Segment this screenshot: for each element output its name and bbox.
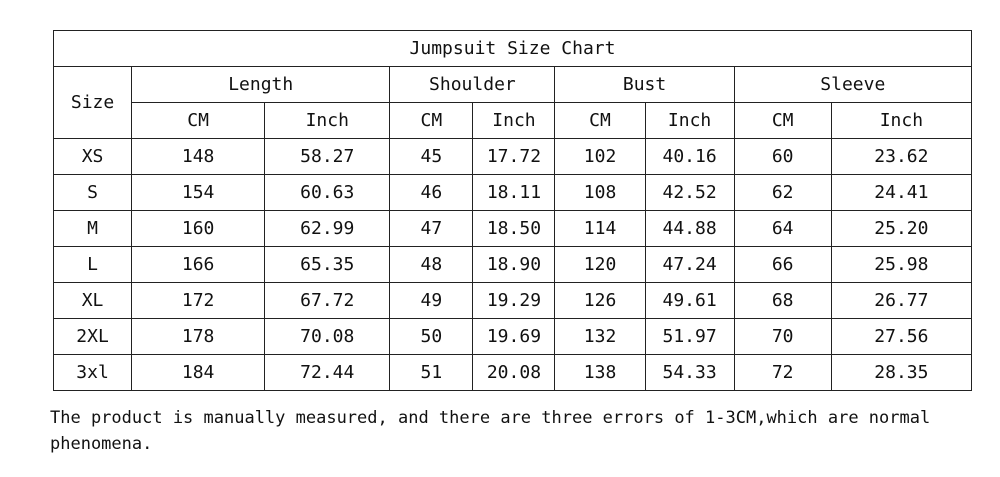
measurement-cell: 68	[734, 283, 831, 319]
measurement-cell: 65.35	[265, 247, 390, 283]
unit-header: Inch	[473, 103, 555, 139]
measurement-cell: 26.77	[831, 283, 971, 319]
unit-header-row	[54, 103, 972, 139]
measurement-cell: 54.33	[645, 355, 734, 391]
shoulder-header: Shoulder	[390, 67, 555, 103]
measurement-cell: 18.90	[473, 247, 555, 283]
measurement-cell: 120	[555, 247, 645, 283]
measurement-cell: 70.08	[265, 319, 390, 355]
table-row	[54, 283, 972, 319]
measurement-cell: 42.52	[645, 175, 734, 211]
measurement-cell: 148	[132, 139, 265, 175]
length-header: Length	[132, 67, 390, 103]
unit-header: CM	[132, 103, 265, 139]
measurement-cell: 67.72	[265, 283, 390, 319]
measurement-cell: 20.08	[473, 355, 555, 391]
measurement-cell: 47	[390, 211, 473, 247]
measurement-cell: 172	[132, 283, 265, 319]
unit-header: Inch	[831, 103, 971, 139]
measurement-cell: 114	[555, 211, 645, 247]
measurement-cell: 51	[390, 355, 473, 391]
measurement-cell: 44.88	[645, 211, 734, 247]
measurement-cell: 70	[734, 319, 831, 355]
measurement-cell: 166	[132, 247, 265, 283]
measurement-cell: 46	[390, 175, 473, 211]
measurement-cell: 154	[132, 175, 265, 211]
table-row	[54, 175, 972, 211]
measurement-cell: 49	[390, 283, 473, 319]
table-row	[54, 139, 972, 175]
measurement-cell: 23.62	[831, 139, 971, 175]
unit-header: Inch	[645, 103, 734, 139]
measurement-cell: 178	[132, 319, 265, 355]
title-row	[54, 31, 972, 67]
sleeve-header: Sleeve	[734, 67, 971, 103]
measurement-cell: 62	[734, 175, 831, 211]
size-column-header: Size	[54, 67, 132, 139]
measurement-cell: 126	[555, 283, 645, 319]
measurement-cell: 160	[132, 211, 265, 247]
measurement-cell: 19.29	[473, 283, 555, 319]
measurement-cell: 60.63	[265, 175, 390, 211]
table-row	[54, 247, 972, 283]
size-label-cell: XS	[54, 139, 132, 175]
size-label-cell: 2XL	[54, 319, 132, 355]
measurement-cell: 25.98	[831, 247, 971, 283]
table-row	[54, 211, 972, 247]
measurement-cell: 25.20	[831, 211, 971, 247]
measurement-cell: 18.11	[473, 175, 555, 211]
measurement-cell: 18.50	[473, 211, 555, 247]
measurement-cell: 48	[390, 247, 473, 283]
measurement-cell: 138	[555, 355, 645, 391]
measurement-note: The product is manually measured, and there are three errors of 1-3CM,which are normal phenomena.	[50, 408, 931, 454]
measurement-cell: 64	[734, 211, 831, 247]
measurement-cell: 47.24	[645, 247, 734, 283]
measurement-cell: 17.72	[473, 139, 555, 175]
measurement-cell: 108	[555, 175, 645, 211]
unit-header: CM	[734, 103, 831, 139]
group-header-row	[54, 67, 972, 103]
size-chart-table	[53, 30, 972, 391]
measurement-cell: 66	[734, 247, 831, 283]
measurement-cell: 27.56	[831, 319, 971, 355]
chart-title: Jumpsuit Size Chart	[54, 31, 972, 67]
measurement-cell: 49.61	[645, 283, 734, 319]
measurement-cell: 45	[390, 139, 473, 175]
unit-header: CM	[390, 103, 473, 139]
measurement-cell: 132	[555, 319, 645, 355]
measurement-cell: 19.69	[473, 319, 555, 355]
measurement-cell: 72	[734, 355, 831, 391]
measurement-cell: 51.97	[645, 319, 734, 355]
table-row	[54, 355, 972, 391]
measurement-cell: 62.99	[265, 211, 390, 247]
measurement-cell: 102	[555, 139, 645, 175]
measurement-cell: 72.44	[265, 355, 390, 391]
measurement-cell: 28.35	[831, 355, 971, 391]
unit-header: CM	[555, 103, 645, 139]
measurement-cell: 40.16	[645, 139, 734, 175]
measurement-cell: 58.27	[265, 139, 390, 175]
measurement-cell: 24.41	[831, 175, 971, 211]
size-label-cell: L	[54, 247, 132, 283]
size-label-cell: M	[54, 211, 132, 247]
unit-header: Inch	[265, 103, 390, 139]
size-label-cell: S	[54, 175, 132, 211]
measurement-cell: 60	[734, 139, 831, 175]
size-label-cell: 3xl	[54, 355, 132, 391]
measurement-cell: 50	[390, 319, 473, 355]
measurement-cell: 184	[132, 355, 265, 391]
size-label-cell: XL	[54, 283, 132, 319]
bust-header: Bust	[555, 67, 734, 103]
table-row	[54, 319, 972, 355]
